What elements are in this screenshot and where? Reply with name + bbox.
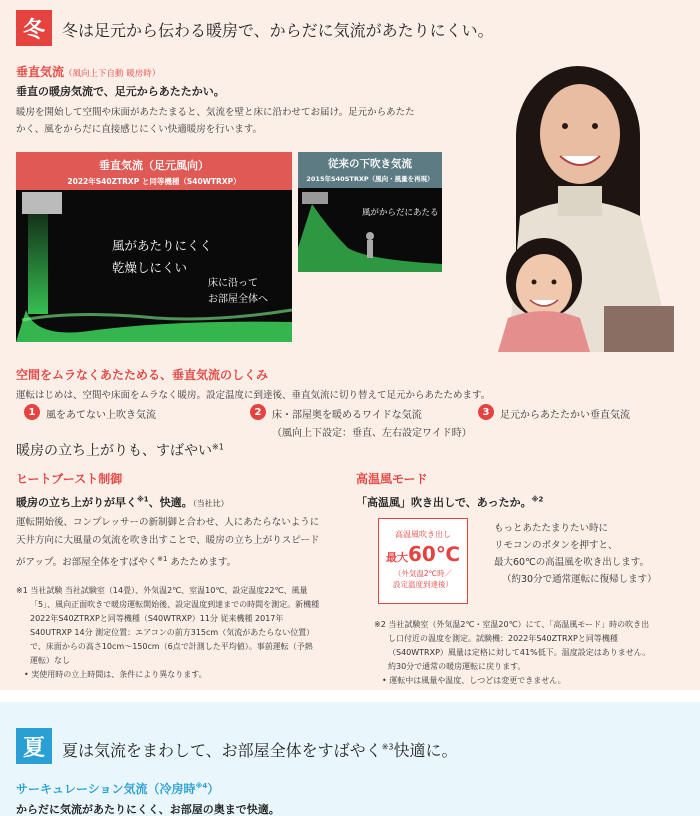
vertical-airflow-diagram	[16, 152, 292, 342]
left-panel-header: 垂直気流（足元風向） 2022年S40ZTRXP と同等機種（S40WTRXP）	[16, 152, 292, 190]
winter-headline: 冬は足元から伝わる暖房で、からだに気流があたりにくい。	[62, 21, 494, 40]
summer-headline: 夏は気流をまわして、お部屋全体をすばやく$^{※3}$快適に。	[62, 741, 458, 760]
right-panel-header: 従来の下吹き気流 2015年S40STRXP（風向・風量を再現）	[298, 152, 442, 188]
hot-wind-temp-box: 高温風吹き出し 最大60℃ （外気温2℃時／ 設定温度到達後）	[378, 518, 468, 604]
summer-badge: 夏	[16, 728, 52, 764]
vertical-airflow-subtitle: 垂直の暖房気流で、足元からあたたかい。	[16, 85, 225, 98]
winter-badge: 冬	[16, 10, 52, 46]
heat-boost-title: ヒートブースト制御	[16, 472, 123, 486]
section-divider	[0, 690, 700, 702]
mechanism-title: 空間をムラなくあたためる、垂直気流のしくみ	[16, 368, 269, 382]
left-panel-image	[16, 190, 292, 342]
heat-boost-footnote: ※1 当社試験 当社試験室（14畳）、外気温2℃、室温10℃、設定温度22℃、風量 「5」、風向正面吹きで暖房運転開始後、設定温度到達までの時間を測定。新機種 2022年S40ZTRXPと同等機種（S40WTRXP）11分 従来機種 2017年 S40UTRXP 14分 測定位置：エアコンの前方315cm（気流があたらない位置） で、床面からの高さ10cm〜150cm（6点で計測した平均値）。事前運転（予熱 運転）なし • 実使用時の立上時間は、条件により異なります。	[16, 584, 356, 682]
circulation-subtitle: からだに気流があたりにくく、お部屋の奥まで快適。	[16, 803, 280, 816]
circulation-title: サーキュレーション気流（冷房時$^{※4}$）	[16, 782, 220, 796]
mechanism-body: 運転はじめは、空間や床面をムラなく暖房。設定温度に到達後、垂直気流に切り替えて足元からあたためます。	[16, 390, 491, 401]
vertical-airflow-body: 暖房を開始して空間や床面があたたまると、気流を壁と床に沿わせてお届け。足元からあたた かく、風をからだに直接感じにくい快適暖房を行います。	[16, 107, 415, 135]
rise-title: 暖房の立ち上がりも、すばやい$^{※1}$	[16, 442, 224, 459]
vertical-airflow-title: 垂直気流（風向上下自動 暖房時）	[16, 65, 161, 79]
conventional-airflow-diagram	[298, 152, 442, 272]
left-panel-text-1: 風があたりにくく	[112, 238, 213, 253]
hot-wind-subtitle: 「高温風」吹き出しで、あったか。$^{※2}$	[356, 495, 544, 509]
right-panel-caption: 風がからだにあたる	[362, 208, 439, 218]
hot-wind-body: もっとあたたまりたい時に リモコンのボタンを押すと、 最大60℃の高温風を吹き出します。 （約30分で通常運転に復帰します）	[494, 523, 657, 585]
left-panel-text-3: 床に沿って	[208, 278, 258, 289]
hot-wind-title: 高温風モード	[356, 472, 428, 486]
left-panel-text-2: 乾燥しにくい	[112, 260, 188, 275]
heat-boost-subtitle: 暖房の立ち上がりが早く$^{※1}$、快適。（当社比）	[16, 495, 229, 509]
right-panel-image	[298, 188, 442, 272]
summer-section	[0, 702, 700, 816]
step-3: 3 足元からあたたかい垂直気流	[478, 404, 630, 421]
left-panel-text-4: お部屋全体へ	[208, 294, 268, 305]
heat-boost-body: 運転開始後、コンプレッサーの新制御と合わせ、人にあたらないように 天井方向に大風量の気流を吹き出すことで、暖房の立ち上がりスピード がアップ。お部屋全体をすばやく$^{※1}$ あたためます。	[16, 517, 320, 569]
mother-child-photo	[468, 56, 700, 352]
hot-wind-footnote: ※2 当社試験室（外気温2℃・室温20℃）にて、「高温風モード」時の吹き出 し口付近の温度を測定。試験機：2022年S40ZTRXPと同等機種 （S40WTRXP）風量は定格に対して41%低下。温度設定はありません。 約30分で通常の暖房運転に戻ります。 • 運転中は風量や温度、しつどは変更できません。	[374, 618, 696, 688]
step-2: 2 床・部屋奥を暖めるワイドな気流 （風向上下設定：垂直、左右設定ワイド時）	[250, 404, 472, 439]
step-1: 1 風をあてない上吹き気流	[24, 404, 156, 421]
